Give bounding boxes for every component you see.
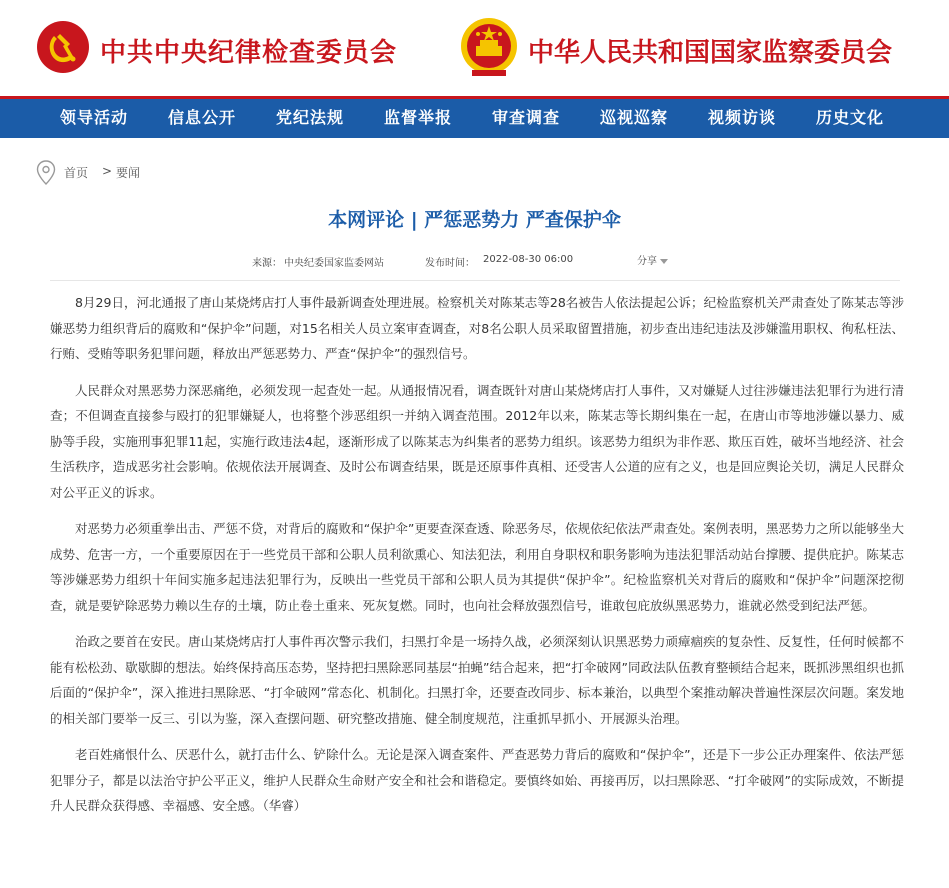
article-paragraph: 老百姓痛恨什么、厌恶什么，就打击什么、铲除什么。无论是深入调查案件、严查恶势力背后的腐败和“保护伞”，还是下一步公正办理案件、依法严惩犯罪分子，都是以法治守护公平正义，维护人民群众生命财产安全和社会和谐稳定。要慎终如始、再接再厉，以扫黑除恶、“打伞破网”的实际成效，不断提升人民群众获得感、幸福感、安全感。（华睿） <box>50 747 904 813</box>
national-emblem-icon[interactable] <box>458 16 520 80</box>
cpc-ccdi-title[interactable]: 中共中央纪律检查委员会 <box>100 38 398 68</box>
publish-time-label: 发布时间： <box>425 258 475 269</box>
party-emblem-icon[interactable] <box>36 20 90 74</box>
nsc-title[interactable]: 中华人民共和国国家监察委员会 <box>528 38 893 68</box>
nav-item-supervision-report[interactable]: 监督举报 <box>384 108 453 127</box>
breadcrumb-separator: > <box>102 164 113 178</box>
chevron-down-icon <box>660 259 668 264</box>
nav-item-info-disclosure[interactable]: 信息公开 <box>168 108 237 127</box>
main-nav <box>0 96 949 138</box>
share-label: 分享 <box>637 256 657 267</box>
nav-item-history-culture[interactable]: 历史文化 <box>816 108 885 127</box>
breadcrumb-current[interactable]: 要闻 <box>116 166 141 180</box>
article-body <box>50 290 904 830</box>
article-paragraph: 人民群众对黑恶势力深恶痛绝，必须发现一起查处一起。从通报情况看，调查既针对唐山某烧烤店打人事件，又对嫌疑人过往涉嫌违法犯罪行为进行清查；不但调查直接参与殴打的犯罪嫌疑人，也将整个涉恶组织一并纳入调查范围。2012年以来，陈某志等长期纠集在一起，在唐山市等地涉嫌以暴力、威胁等手段，实施刑事犯罪11起，实施行政违法4起，逐渐形成了以陈某志为纠集者的恶势力组织。该恶势力组织为非作恶、欺压百姓，破坏当地经济、社会生活秩序，造成恶劣社会影响。依规依法开展调查、及时公布调查结果，既是还原事件真相、还受害人公道的应有之义，也是回应舆论关切，满足人民群众对公平正义的诉求。 <box>50 382 904 500</box>
nav-item-regulations[interactable]: 党纪法规 <box>276 108 345 127</box>
publish-time-value: 2022-08-30 06:00 <box>483 254 574 265</box>
location-pin-icon <box>36 160 56 186</box>
site-header <box>0 0 949 96</box>
divider <box>50 280 900 281</box>
nav-item-leadership[interactable]: 领导活动 <box>60 108 129 127</box>
source-value: 中央纪委国家监委网站 <box>284 258 384 269</box>
nav-item-investigation[interactable]: 审查调查 <box>492 108 561 127</box>
article-paragraph: 治政之要首在安民。唐山某烧烤店打人事件再次警示我们，扫黑打伞是一场持久战，必须深刻认识黑恶势力顽瘴痼疾的复杂性、反复性，任何时候都不能有松松劲、歇歇脚的想法。始终保持高压态势，坚持把扫黑除恶同基层“拍蝇”结合起来，把“打伞破网”同政法队伍教育整顿结合起来，既抓涉黑组织也抓后面的“保护伞”，深入推进扫黑除恶、“打伞破网”常态化、机制化。扫黑打伞，还要查改同步、标本兼治，以典型个案推动解决普遍性深层次问题。案发地的相关部门要举一反三、引以为鉴，深入查摆问题、研究整改措施、健全制度规范，注重抓早抓小、开展源头治理。 <box>50 634 904 726</box>
source-label: 来源： <box>252 258 282 269</box>
nav-item-video-interviews[interactable]: 视频访谈 <box>708 108 777 127</box>
article-paragraph: 对恶势力必须重拳出击、严惩不贷，对背后的腐败和“保护伞”更要查深查透、除恶务尽，依规依纪依法严肃查处。案例表明，黑恶势力之所以能够坐大成势、危害一方，一个重要原因在于一些党员干部和公职人员利欲熏心、知法犯法，利用自身职权和职务影响为违法犯罪活动站台撑腰、提供庇护。陈某志等涉嫌恶势力组织十年间实施多起违法犯罪行为，反映出一些党员干部和公职人员为其提供“保护伞”。纪检监察机关对背后的腐败和“保护伞”问题深挖彻查，就是要铲除恶势力赖以生存的土壤，防止卷土重来、死灰复燃。同时，也向社会释放强烈信号，谁敢包庇放纵黑恶势力，谁就必然受到纪法严惩。 <box>50 521 905 613</box>
breadcrumb-home-link[interactable]: 首页 <box>64 166 89 180</box>
article-title: 本网评论 | 严惩恶势力 严查保护伞 <box>328 209 621 231</box>
article-paragraph: 8月29日，河北通报了唐山某烧烤店打人事件最新调查处理进展。检察机关对陈某志等28名被告人依法提起公诉；纪检监察机关严肃查处了陈某志等涉嫌恶势力组织背后的腐败和“保护伞”问题，对15名相关人员立案审查调查，对8名公职人员采取留置措施，初步查出违纪违法及涉嫌滥用职权、徇私枉法、行贿、受贿等职务犯罪问题，释放出严惩恶势力、严查“保护伞”的强烈信号。 <box>50 295 904 361</box>
share-button[interactable] <box>637 252 668 267</box>
nav-item-inspection[interactable]: 巡视巡察 <box>600 108 669 127</box>
